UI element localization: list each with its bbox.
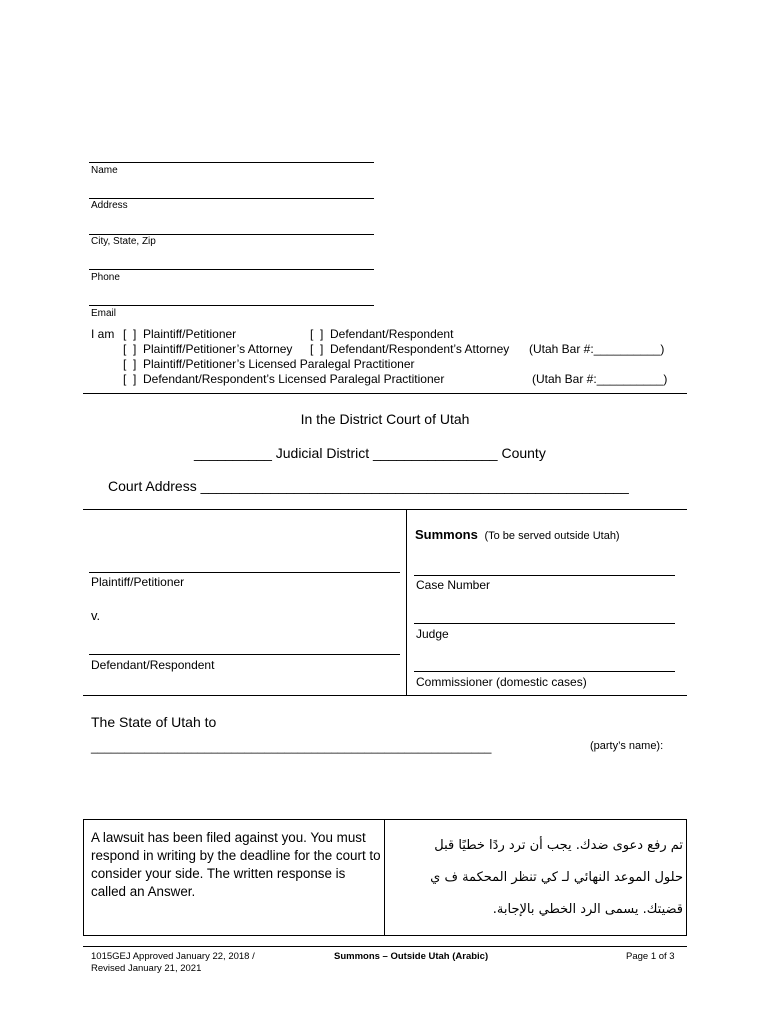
name-label: Name xyxy=(91,165,118,176)
caption-top-rule xyxy=(83,509,687,510)
district-county-line[interactable]: __________ Judicial District ________________ County xyxy=(194,445,546,461)
utah-bar-field-2[interactable]: (Utah Bar #:__________) xyxy=(532,372,668,386)
footer-revised: Revised January 21, 2021 xyxy=(91,963,202,974)
notice-arabic-line-1: تم رفع دعوى ضدك. يجب أن ترد ردًا خطيًا قبل xyxy=(434,838,683,853)
commissioner-label: Commissioner (domestic cases) xyxy=(416,675,587,689)
defendant-label: Defendant/Respondent xyxy=(91,658,215,672)
defendant-name-line xyxy=(89,654,400,655)
plaintiff-name-line xyxy=(89,572,400,573)
commissioner-line xyxy=(414,671,675,672)
email-label: Email xyxy=(91,308,117,319)
court-address-line[interactable]: Court Address _______________________________________________________ xyxy=(108,478,629,494)
footer-page: Page 1 of 3 xyxy=(626,951,675,962)
judge-line xyxy=(414,623,675,624)
city-state-zip-line xyxy=(89,234,374,235)
summons-note: (To be served outside Utah) xyxy=(484,530,620,542)
footer-rule xyxy=(83,946,687,947)
utah-bar-field-1[interactable]: (Utah Bar #:__________) xyxy=(529,342,665,356)
caption-divider xyxy=(406,509,407,696)
versus-label: v. xyxy=(91,608,101,623)
court-title: In the District Court of Utah xyxy=(300,411,470,427)
address-label: Address xyxy=(91,200,128,211)
phone-line xyxy=(89,269,374,270)
footer-doc-title: Summons – Outside Utah (Arabic) xyxy=(334,951,489,962)
party-name-note: (party’s name): xyxy=(590,740,664,752)
role-defendant-attorney[interactable]: [ ] Defendant/Respondent’s Attorney xyxy=(310,342,510,356)
role-plaintiff-paralegal[interactable]: [ ] Plaintiff/Petitioner’s Licensed Paralegal Practitioner xyxy=(123,357,415,371)
role-plaintiff-attorney[interactable]: [ ] Plaintiff/Petitioner’s Attorney xyxy=(123,342,293,356)
party-name-line[interactable]: ____________________________________________________________ xyxy=(91,740,492,754)
notice-arabic-line-3: قضيتك. يسمى الرد الخطي بالإجابة. xyxy=(492,902,683,917)
phone-label: Phone xyxy=(91,272,120,283)
role-defendant[interactable]: [ ] Defendant/Respondent xyxy=(310,327,454,341)
header-divider xyxy=(83,393,687,394)
notice-arabic-line-2: حلول الموعد النهائي لـ كي تنظر المحكمة ف ي xyxy=(430,870,683,885)
name-line xyxy=(89,162,374,163)
summons-title: Summons xyxy=(415,527,478,542)
case-number-label: Case Number xyxy=(416,578,491,592)
summons-heading xyxy=(415,527,620,542)
role-plaintiff[interactable]: [ ] Plaintiff/Petitioner xyxy=(123,327,237,341)
notice-divider xyxy=(384,819,385,936)
i-am-label: I am xyxy=(91,327,115,341)
footer-form-id: 1015GEJ Approved January 22, 2018 / xyxy=(91,951,255,962)
role-defendant-paralegal[interactable]: [ ] Defendant/Respondent’s Licensed Paralegal Practitioner xyxy=(123,372,445,386)
judge-label: Judge xyxy=(416,627,449,641)
caption-bottom-rule xyxy=(83,695,687,696)
case-number-line xyxy=(414,575,675,576)
notice-english: A lawsuit has been filed against you. You must respond in writing by the deadline for the court to consider your side. The written response is called an Answer. xyxy=(91,830,381,899)
email-line xyxy=(89,305,374,306)
plaintiff-label: Plaintiff/Petitioner xyxy=(91,575,185,589)
state-title: The State of Utah to xyxy=(91,714,217,730)
address-line xyxy=(89,198,374,199)
city-state-zip-label: City, State, Zip xyxy=(91,236,156,247)
